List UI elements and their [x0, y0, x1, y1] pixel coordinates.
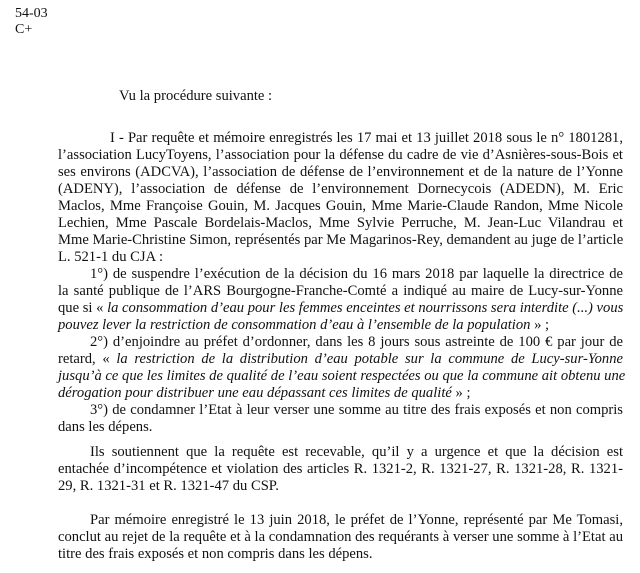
claim-2-quote-end-line	[58, 385, 471, 402]
section-1-line: Lechien, Mme Pascale Bordelais-Maclos, Mme Sylvie Perruche, M. Jean-Luc Vilandrau et	[58, 215, 623, 231]
section-1-line: Maclos, Mme Françoise Gouin, M. Jacques Gouin, Mme Marie-Claude Randon, Mme Nicole	[58, 198, 623, 214]
arguments-line: Ils soutiennent que la requête est recevable, qu’il y a urgence et que la décision est	[90, 444, 623, 460]
section-1-line: (ADENY), l’association de défense de l’environnement Dornecycois (ADEDN), M. Eric	[58, 181, 623, 197]
procedure-intro: Vu la procédure suivante :	[119, 88, 273, 104]
claim-1-quote-text: pouvez lever la restriction de consommation d’eau à l’ensemble de la population	[58, 317, 531, 333]
claim-2-quote-line	[58, 351, 623, 368]
arguments-line: 29, R. 1321-31 et R. 1321-47 du CSP.	[58, 478, 279, 494]
claim-1-quote-prefix: que si «	[58, 300, 108, 316]
prefect-response-line: conclut au rejet de la requête et à la condamnation des requérants à verser une somme à l’Etat au	[58, 529, 623, 545]
arguments-line: entachée d’incompétence et violation des articles R. 1321-2, R. 1321-27, R. 1321-28, R. 1321-	[58, 461, 623, 477]
claim-2-quote-prefix: retard, «	[58, 351, 117, 367]
claim-2-quote-line: jusqu’à ce que les limites de qualité de l’eau soient respectées ou que la commune ait obtenu une	[58, 368, 626, 384]
section-1-line: I - Par requête et mémoire enregistrés les 17 mai et 13 juillet 2018 sous le n° 1801281,	[110, 130, 623, 146]
claim-1-quote-end-line	[58, 317, 549, 334]
prefect-response-line: Par mémoire enregistré le 13 juin 2018, le préfet de l’Yonne, représenté par Me Tomasi,	[90, 512, 623, 528]
claim-3-line: dans les dépens.	[58, 419, 153, 435]
section-1-line: ses environs (ADCVA), l’association de défense de l’environnement et de la nature de l’Yonne	[58, 164, 623, 180]
claim-1-line: la santé publique de l’ARS Bourgogne-Franche-Comté a indiqué au maire de Lucy-sur-Yonne	[58, 283, 623, 299]
claim-1-quote-suffix: » ;	[530, 317, 550, 333]
prefect-response-line: titre des frais exposés et non compris dans les dépens.	[58, 546, 373, 562]
section-1-line: l’association LucyToyens, l’association pour la défense du cadre de vie d’Asnières-sous-Bois et	[58, 147, 623, 163]
claim-2-quote-suffix: » ;	[451, 385, 471, 401]
reference-code: 54-03	[15, 6, 48, 21]
claim-2-quote-text: la restriction de la distribution d’eau potable sur la commune de Lucy-sur-Yonne	[116, 351, 623, 367]
section-1-line: Mme Marie-Christine Simon, représentés par Me Magarinos-Rey, demandent au juge de l’article	[58, 232, 624, 248]
claim-2-line: 2°) d’enjoindre au préfet d’ordonner, dans les 8 jours sous astreinte de 100 € par jour de	[90, 334, 623, 350]
claim-1-quote-text: la consommation d’eau pour les femmes enceintes et nourrissons sera interdite (...) vous	[107, 300, 624, 316]
claim-1-line: 1°) de suspendre l’exécution de la décision du 16 mars 2018 par laquelle la directrice de	[90, 266, 623, 282]
section-1-line: L. 521-1 du CJA :	[58, 249, 163, 265]
claim-1-quote-line	[58, 300, 623, 317]
classification-code: C+	[15, 22, 33, 37]
claim-2-quote-text: dérogation pour distribuer une eau dépassant ces limites de qualité	[58, 385, 452, 401]
claim-3-line: 3°) de condamner l’Etat à leur verser une somme au titre des frais exposés et non compris	[90, 402, 623, 418]
